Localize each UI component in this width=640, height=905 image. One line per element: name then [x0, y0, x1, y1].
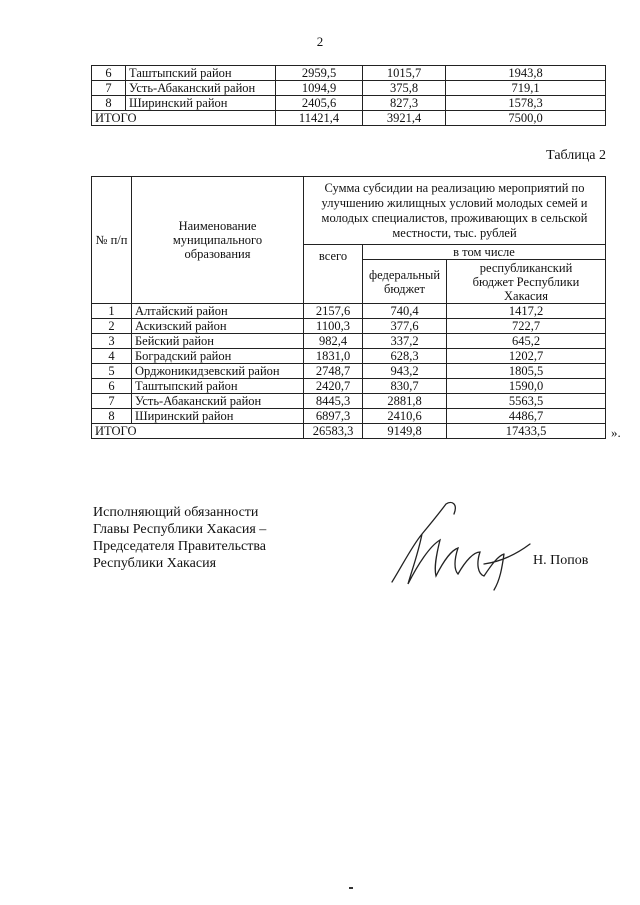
- federal-amount: 943,2: [363, 364, 447, 379]
- district-name: Усть-Абаканский район: [132, 394, 304, 409]
- table-row: [92, 379, 606, 394]
- subsidy-table-continued: [91, 65, 606, 126]
- federal-amount: 377,6: [363, 319, 447, 334]
- total-amount: 1831,0: [304, 349, 363, 364]
- federal-amount: 827,3: [363, 96, 446, 111]
- row-number: 8: [92, 409, 132, 424]
- total-amount: 2405,6: [276, 96, 363, 111]
- federal-amount: 628,3: [363, 349, 447, 364]
- federal-amount: 375,8: [363, 81, 446, 96]
- total-row: [92, 111, 606, 126]
- signatory-title-line: Исполняющий обязанности: [93, 505, 259, 520]
- handwritten-signature: [388, 494, 538, 594]
- header-num: № п/п: [92, 177, 132, 304]
- header-republic: республиканский бюджет Республики Хакасия: [447, 260, 606, 304]
- republic-amount: 645,2: [447, 334, 606, 349]
- republic-total: 17433,5: [447, 424, 606, 439]
- signer-name: Н. Попов: [533, 553, 589, 568]
- table2-body: [92, 304, 606, 439]
- table-caption: Таблица 2: [546, 148, 606, 163]
- table-row: [92, 81, 606, 96]
- total-amount: 1100,3: [304, 319, 363, 334]
- republic-amount: 1417,2: [447, 304, 606, 319]
- total-amount: 1094,9: [276, 81, 363, 96]
- row-number: 6: [92, 379, 132, 394]
- subsidy-table: [91, 176, 606, 439]
- total-amount: 2748,7: [304, 364, 363, 379]
- district-name: Таштыпский район: [126, 66, 276, 81]
- republic-amount: 1202,7: [447, 349, 606, 364]
- republic-amount: 722,7: [447, 319, 606, 334]
- total-amount: 6897,3: [304, 409, 363, 424]
- district-name: Ширинский район: [132, 409, 304, 424]
- row-number: 8: [92, 96, 126, 111]
- row-number: 7: [92, 81, 126, 96]
- total-label: ИТОГО: [92, 424, 304, 439]
- federal-amount: 2881,8: [363, 394, 447, 409]
- table-row: [92, 96, 606, 111]
- federal-amount: 830,7: [363, 379, 447, 394]
- table-row: [92, 394, 606, 409]
- header-name: Наименование муниципального образования: [132, 177, 304, 304]
- row-number: 6: [92, 66, 126, 81]
- row-number: 1: [92, 304, 132, 319]
- header-sum: Сумма субсидии на реализацию мероприятий по улучшению жилищных условий молодых семей и молодых специалистов, проживающих в сельской местности, тыс. рублей: [304, 177, 606, 245]
- row-number: 4: [92, 349, 132, 364]
- republic-amount: 1590,0: [447, 379, 606, 394]
- closing-quote: ».: [611, 425, 621, 440]
- page-number: 2: [316, 34, 324, 49]
- total-amount: 8445,3: [304, 394, 363, 409]
- district-name: Аскизский район: [132, 319, 304, 334]
- district-name: Орджоникидзевский район: [132, 364, 304, 379]
- district-name: Бейский район: [132, 334, 304, 349]
- header-federal: федеральный бюджет: [363, 260, 447, 304]
- table-row: [92, 349, 606, 364]
- signatory-title-line: Председателя Правительства: [93, 539, 267, 554]
- federal-amount: 2410,6: [363, 409, 447, 424]
- district-name: Усть-Абаканский район: [126, 81, 276, 96]
- table-row: [92, 304, 606, 319]
- republic-amount: 4486,7: [447, 409, 606, 424]
- total-row: [92, 424, 606, 439]
- row-number: 2: [92, 319, 132, 334]
- row-number: 3: [92, 334, 132, 349]
- republic-amount: 1805,5: [447, 364, 606, 379]
- table2-header: [92, 177, 606, 304]
- republic-amount: 1943,8: [446, 66, 606, 81]
- federal-total: 9149,8: [363, 424, 447, 439]
- total-label: ИТОГО: [92, 111, 276, 126]
- district-name: Боградский район: [132, 349, 304, 364]
- row-number: 7: [92, 394, 132, 409]
- federal-total: 3921,4: [363, 111, 446, 126]
- republic-amount: 1578,3: [446, 96, 606, 111]
- header-total: всего: [304, 245, 363, 304]
- total-amount: 2959,5: [276, 66, 363, 81]
- republic-amount: 719,1: [446, 81, 606, 96]
- signature-block: [93, 504, 266, 572]
- signatory-title-line: Республики Хакасия: [93, 556, 217, 571]
- scan-mark: [349, 887, 353, 889]
- signatory-title-line: Главы Республики Хакасия –: [93, 522, 267, 537]
- table-row: [92, 334, 606, 349]
- row-number: 5: [92, 364, 132, 379]
- total-amount: 2420,7: [304, 379, 363, 394]
- district-name: Таштыпский район: [132, 379, 304, 394]
- federal-amount: 1015,7: [363, 66, 446, 81]
- table1-body: [92, 66, 606, 126]
- federal-amount: 740,4: [363, 304, 447, 319]
- table-row: [92, 364, 606, 379]
- grand-total: 11421,4: [276, 111, 363, 126]
- federal-amount: 337,2: [363, 334, 447, 349]
- republic-total: 7500,0: [446, 111, 606, 126]
- republic-amount: 5563,5: [447, 394, 606, 409]
- total-amount: 982,4: [304, 334, 363, 349]
- total-amount: 2157,6: [304, 304, 363, 319]
- district-name: Алтайский район: [132, 304, 304, 319]
- table-row: [92, 66, 606, 81]
- grand-total: 26583,3: [304, 424, 363, 439]
- header-including: в том числе: [363, 245, 606, 260]
- district-name: Ширинский район: [126, 96, 276, 111]
- table-row: [92, 409, 606, 424]
- table-row: [92, 319, 606, 334]
